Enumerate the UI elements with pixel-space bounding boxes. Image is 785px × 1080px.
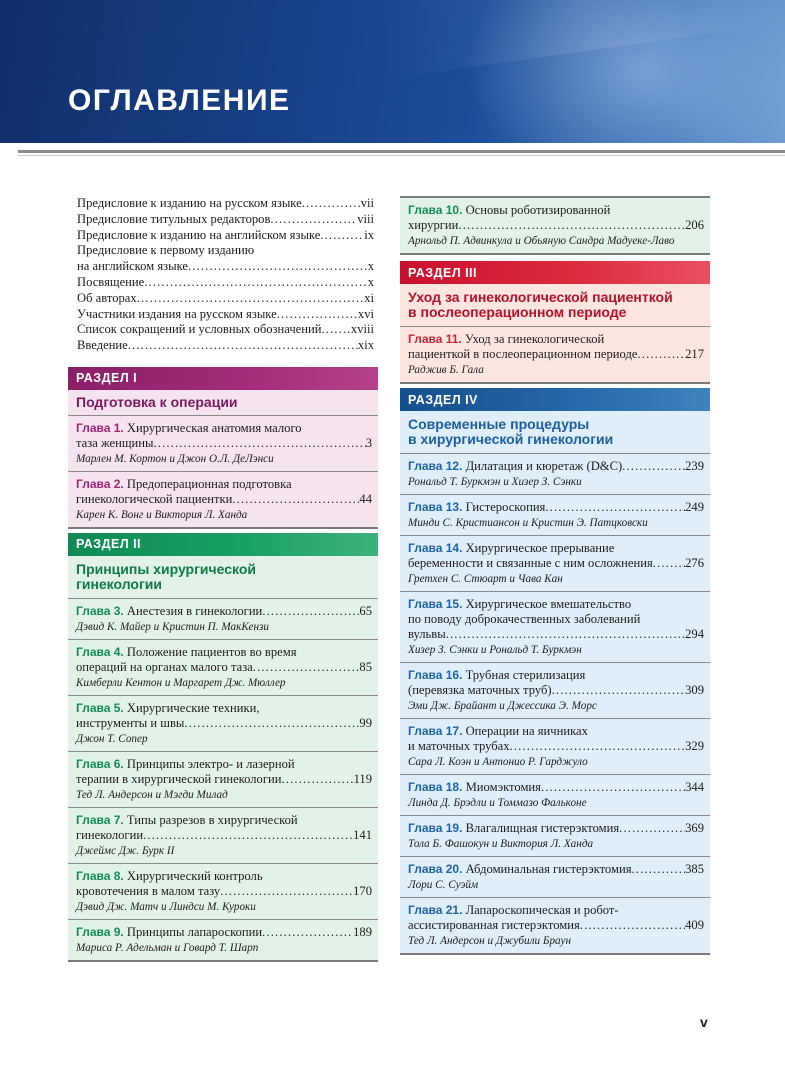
- section-1: [68, 367, 378, 529]
- section-4-heading: Современные процедуры в хирургической гинекологии: [408, 416, 614, 447]
- preface-item[interactable]: Предисловие к первому изданию: [77, 243, 255, 258]
- chapter-authors: Гретхен С. Стюарт и Чава Кан: [408, 573, 563, 585]
- chapter-authors: Арнольд П. Адвинкула и Обьяную Сандра Мадуеке-Лаво: [408, 235, 675, 247]
- section-1-label: РАЗДЕЛ I: [68, 367, 378, 390]
- chapter-11[interactable]: Глава 11. Уход за гинекологической пациенткой в послеоперационном периоде . . . 217 Раджив Б. Гала: [400, 326, 710, 382]
- chapter-authors: Дэвид К. Майер и Кристин П. МакКензи: [76, 620, 269, 633]
- right-column: [400, 196, 710, 955]
- page-title: ОГЛАВЛЕНИЕ: [68, 84, 291, 117]
- section-3-heading: Уход за гинекологической пациенткой в послеоперационном периоде: [408, 289, 673, 320]
- preface-item[interactable]: Предисловие к изданию на русском языке . . . vii: [77, 196, 374, 212]
- header-rule-thin: [18, 155, 785, 156]
- section-3-label: РАЗДЕЛ III: [400, 261, 710, 284]
- chapter-15[interactable]: Глава 15. Хирургическое вмешательство по поводу доброкачественных заболеваний вульвы . . . 294 Хизер З. Сэнки и Рональд Т. Буркмэн: [400, 591, 710, 662]
- section-1-heading: Подготовка к операции: [76, 393, 238, 410]
- chapter-4[interactable]: Глава 4. Положение пациентов во время операций на органах малого таза . . . 85 Кимберли Кентон и Маргарет Дж. Мюллер: [68, 639, 378, 695]
- chapter-authors: Минди С. Кристиансон и Кристин Э. Патцковски: [408, 517, 648, 529]
- chapter-14[interactable]: Глава 14. Хирургическое прерывание беременности и связанные с ним осложнения . . . 276 Гретхен С. Стюарт и Чава Кан: [400, 535, 710, 591]
- chapter-authors: Сара Л. Коэн и Антонио Р. Гарджуло: [408, 756, 588, 768]
- preface-item[interactable]: Предисловие титульных редакторов . . . viii: [77, 212, 374, 228]
- chapter-authors: Тола Б. Фашокун и Виктория Л. Ханда: [408, 838, 594, 850]
- section-2-heading: Принципы хирургической гинекологии: [76, 560, 257, 592]
- chapter-authors: Раджив Б. Гала: [408, 364, 484, 376]
- page-header: [0, 0, 785, 143]
- chapter-3[interactable]: Глава 3. Анестезия в гинекологии . . . 65 Дэвид К. Майер и Кристин П. МакКензи: [68, 598, 378, 639]
- preface-item[interactable]: Участники издания на русском языке . . . xvi: [77, 307, 374, 323]
- chapter-1[interactable]: Глава 1. Хирургическая анатомия малого таза женщины . . . 3 Марлен М. Кортон и Джон О.Л. ДеЛэнси: [68, 415, 378, 471]
- section-2: [68, 533, 378, 962]
- preface-item[interactable]: Список сокращений и условных обозначений . . . xviii: [77, 322, 374, 338]
- chapter-authors: Джеймс Дж. Бурк II: [76, 844, 175, 857]
- preface-item[interactable]: Предисловие к изданию на английском языке . . . ix: [77, 228, 374, 244]
- chapter-13[interactable]: Глава 13. Гистероскопия . . . 249 Минди С. Кристиансон и Кристин Э. Патцковски: [400, 494, 710, 535]
- preface-item[interactable]: Об авторах . . . xi: [77, 291, 374, 307]
- chapter-authors: Тед Л. Андерсон и Мэгди Милад: [76, 788, 228, 801]
- chapter-authors: Дэвид Дж. Матч и Линдси М. Куроки: [76, 900, 256, 913]
- chapter-18[interactable]: Глава 18. Миомэктомия . . . 344 Линда Д. Брэдли и Томмазо Фальконе: [400, 774, 710, 815]
- section-2-continued: [400, 196, 710, 255]
- preface-list: [68, 196, 378, 354]
- chapter-authors: Джон Т. Сопер: [76, 732, 148, 745]
- chapter-17[interactable]: Глава 17. Операции на яичниках и маточных трубах . . . 329 Сара Л. Коэн и Антонио Р. Гарджуло: [400, 718, 710, 774]
- chapter-9[interactable]: Глава 9. Принципы лапароскопии . . . 189 Мариса Р. Адельман и Говард Т. Шарп: [68, 919, 378, 960]
- section-3: [400, 261, 710, 384]
- section-2-box: [68, 556, 378, 962]
- chapter-authors: Кимберли Кентон и Маргарет Дж. Мюллер: [76, 676, 286, 689]
- chapter-6[interactable]: Глава 6. Принципы электро- и лазерной терапии в хирургической гинекологии . . . 119 Тед Л. Андерсон и Мэгди Милад: [68, 751, 378, 807]
- chapter-authors: Мариса Р. Адельман и Говард Т. Шарп: [76, 941, 259, 954]
- chapter-authors: Лори С. Суэйм: [408, 879, 479, 891]
- chapter-20[interactable]: Глава 20. Абдоминальная гистерэктомия . . . 385 Лори С. Суэйм: [400, 856, 710, 897]
- chapter-8[interactable]: Глава 8. Хирургический контроль кровотечения в малом тазу . . . 170 Дэвид Дж. Матч и Линдси М. Куроки: [68, 863, 378, 919]
- chapter-2[interactable]: Глава 2. Предоперационная подготовка гинекологической пациентки . . . 44 Карен К. Вонг и Виктория Л. Ханда: [68, 471, 378, 527]
- chapter-7[interactable]: Глава 7. Типы разрезов в хирургической гинекологии . . . 141 Джеймс Дж. Бурк II: [68, 807, 378, 863]
- chapter-5[interactable]: Глава 5. Хирургические техники, инструменты и швы . . . 99 Джон Т. Сопер: [68, 695, 378, 751]
- section-4-box: [400, 411, 710, 955]
- section-3-box: [400, 284, 710, 384]
- chapter-authors: Рональд Т. Буркмэн и Хизер З. Сэнки: [408, 476, 582, 488]
- chapter-authors: Линда Д. Брэдли и Томмазо Фальконе: [408, 797, 587, 809]
- chapter-authors: Эми Дж. Брайант и Джессика Э. Морс: [408, 700, 597, 712]
- section-4: [400, 388, 710, 955]
- chapter-authors: Тед Л. Андерсон и Джубили Браун: [408, 935, 572, 947]
- chapter-21[interactable]: Глава 21. Лапароскопическая и робот- ассистированная гистерэктомия . . . 409 Тед Л. Андерсон и Джубили Браун: [400, 897, 710, 953]
- section-1-box: [68, 390, 378, 529]
- chapter-16[interactable]: Глава 16. Трубная стерилизация (перевязка маточных труб) . . . 309 Эми Дж. Брайант и Джессика Э. Морс: [400, 662, 710, 718]
- chapter-authors: Карен К. Вонг и Виктория Л. Ханда: [76, 508, 248, 521]
- section-2-label: РАЗДЕЛ II: [68, 533, 378, 556]
- chapter-12[interactable]: Глава 12. Дилатация и кюретаж (D&C) . . . 239 Рональд Т. Буркмэн и Хизер З. Сэнки: [400, 453, 710, 494]
- chapter-authors: Хизер З. Сэнки и Рональд Т. Буркмэн: [408, 644, 582, 656]
- chapter-19[interactable]: Глава 19. Влагалищная гистерэктомия . . . 369 Тола Б. Фашокун и Виктория Л. Ханда: [400, 815, 710, 856]
- chapter-authors: Марлен М. Кортон и Джон О.Л. ДеЛэнси: [76, 452, 274, 465]
- preface-item[interactable]: Введение . . . xix: [77, 338, 374, 354]
- section-4-label: РАЗДЕЛ IV: [400, 388, 710, 411]
- section-2-cont-box: [400, 196, 710, 255]
- preface-item-cont[interactable]: на английском языке . . . x: [77, 259, 374, 275]
- preface-item[interactable]: Посвящение . . . x: [77, 275, 374, 291]
- header-rule: [18, 150, 785, 153]
- chapter-10[interactable]: Глава 10. Основы роботизированной хирургии . . . 206 Арнольд П. Адвинкула и Обьяную Сандра Мадуеке-Лаво: [400, 198, 710, 253]
- page-number: v: [700, 1014, 708, 1030]
- left-column: [68, 196, 378, 962]
